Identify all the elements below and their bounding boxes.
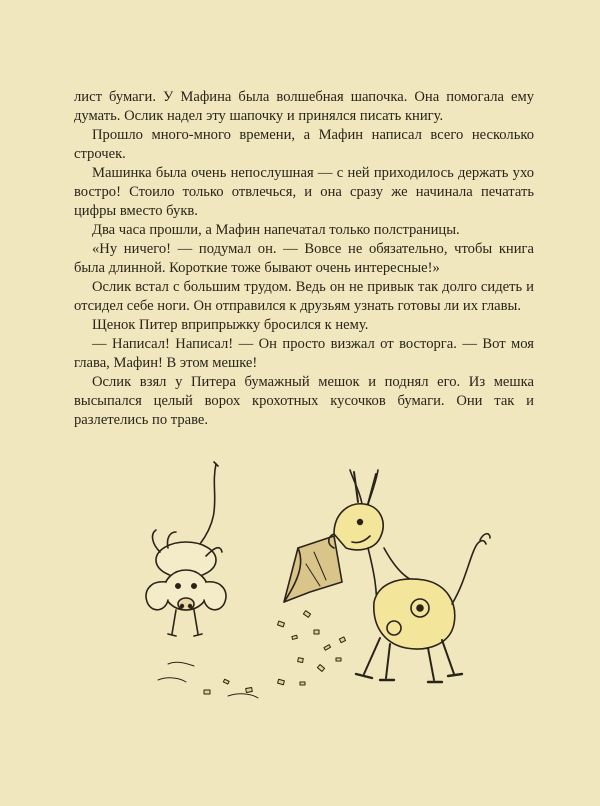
- paragraph: Ослик взял у Питера бумажный мешок и поднял его. Из мешка высыпался целый ворох крохотных кусочков бумаги. Они так и разлетелись по траве.: [74, 374, 534, 428]
- paper-bag-illustration: [284, 536, 342, 602]
- puppy-illustration: [146, 462, 226, 636]
- paragraph: Ослик встал с большим трудом. Ведь он не привык так долго сидеть и отсидел себе ноги. Он отправился к друзьям узнать готовы ли их главы.: [74, 279, 534, 314]
- story-text: [74, 88, 534, 430]
- paragraph: Щенок Питер вприпрыжку бросился к нему.: [92, 317, 369, 333]
- paragraph: — Написал! Написал! — Он просто визжал от восторга. — Вот моя глава, Мафин! В этом мешке!: [74, 336, 534, 371]
- paragraph: Два часа прошли, а Мафин напечатал только полстраницы.: [92, 222, 460, 238]
- paper-scraps-illustration: [158, 611, 346, 698]
- paragraph: лист бумаги. У Мафина была волшебная шапочка. Она помогала ему думать. Ослик надел эту шапочку и принялся писать книгу.: [74, 89, 534, 124]
- paragraph: Прошло много-много времени, а Мафин написал всего несколько строчек.: [74, 127, 534, 162]
- paragraph: Машинка была очень непослушная — с ней приходилось держать ухо востро! Стоило только отвлечься, и она сразу же начинала печатать цифры вместо букв.: [74, 165, 534, 219]
- donkey-illustration: [329, 470, 490, 682]
- story-illustration: [128, 452, 498, 712]
- paragraph: «Ну ничего! — подумал он. — Вовсе не обязательно, чтобы книга была длинной. Короткие тоже бывают очень интересные!»: [74, 241, 534, 276]
